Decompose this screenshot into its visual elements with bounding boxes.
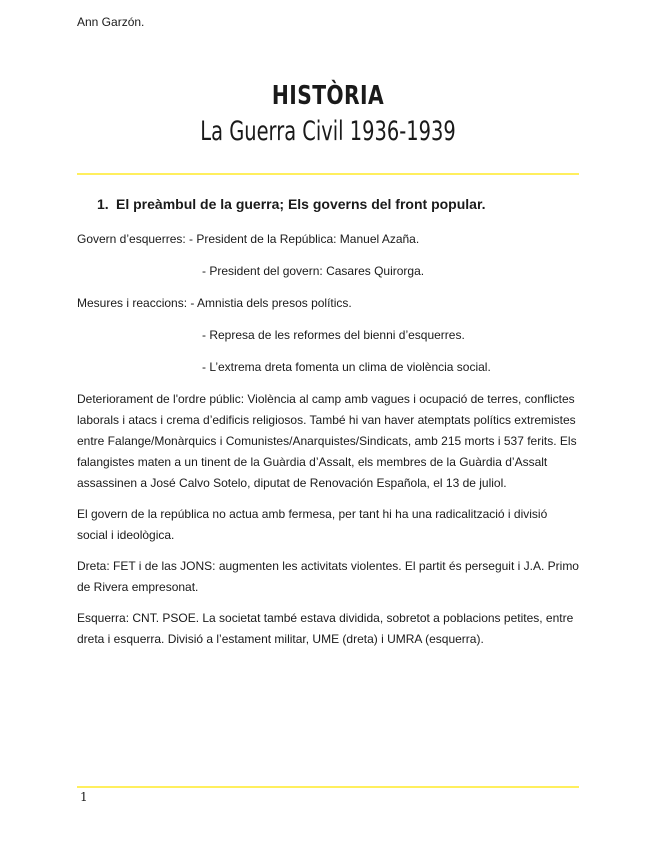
mesures-line-3: - L’extrema dreta fomenta un clima de violència social.: [202, 360, 491, 374]
govern-line-2: - President del govern: Casares Quirorga.: [202, 264, 425, 278]
paragraph-ordre-public: Deteriorament de l'ordre públic: Violència al camp amb vagues i ocupació de terres, conflictes laborals i atacs i crema d’edificis religiosos. També hi van haver atemptats polítics extremistes entre Falange/Monàrquics i Comunistes/Anarquistes/Sindicats, amb 215 morts i 537 ferits. Els falangistes maten a un tinent de la Guàrdia d’Assalt, els membres de la Guàrdia d’Assalt assassinen a José Calvo Sotelo, diputat de Renovación Española, el 13 de juliol.: [77, 392, 577, 490]
govern-line-1: Govern d’esquerres: - President de la República: Manuel Azaña.: [77, 232, 420, 246]
page-number: 1: [80, 790, 88, 804]
title-block: [77, 80, 579, 150]
paragraph-dreta: Dreta: FET i de las JONS: augmenten les activitats violentes. El partit és perseguit i J.A. Primo de Rivera empresonat.: [77, 559, 579, 594]
section-heading-text: El preàmbul de la guerra; Els governs del front popular.: [116, 196, 486, 212]
footer-divider: [77, 786, 579, 788]
section-heading: [97, 196, 486, 212]
paragraph-esquerra: Esquerra: CNT. PSOE. La societat també estava dividida, sobretot a poblacions petites, entre dreta i esquerra. Divisió a l’estament militar, UME (dreta) i UMRA (esquerra).: [77, 611, 574, 646]
paragraph-govern-republica: El govern de la república no actua amb fermesa, per tant hi ha una radicalització i divisió social i ideològica.: [77, 507, 548, 542]
author-name: Ann Garzón.: [77, 15, 145, 29]
document-subtitle: La Guerra Civil 1936-1939: [200, 116, 456, 147]
mesures-line-2: - Represa de les reformes del bienni d’esquerres.: [202, 328, 465, 342]
document-body: [77, 229, 579, 660]
header-divider: [77, 173, 579, 175]
document-title: HISTÒRIA: [271, 81, 385, 111]
mesures-line-1: Mesures i reaccions: - Amnistia dels presos polítics.: [77, 296, 352, 310]
section-number: 1.: [97, 196, 109, 212]
